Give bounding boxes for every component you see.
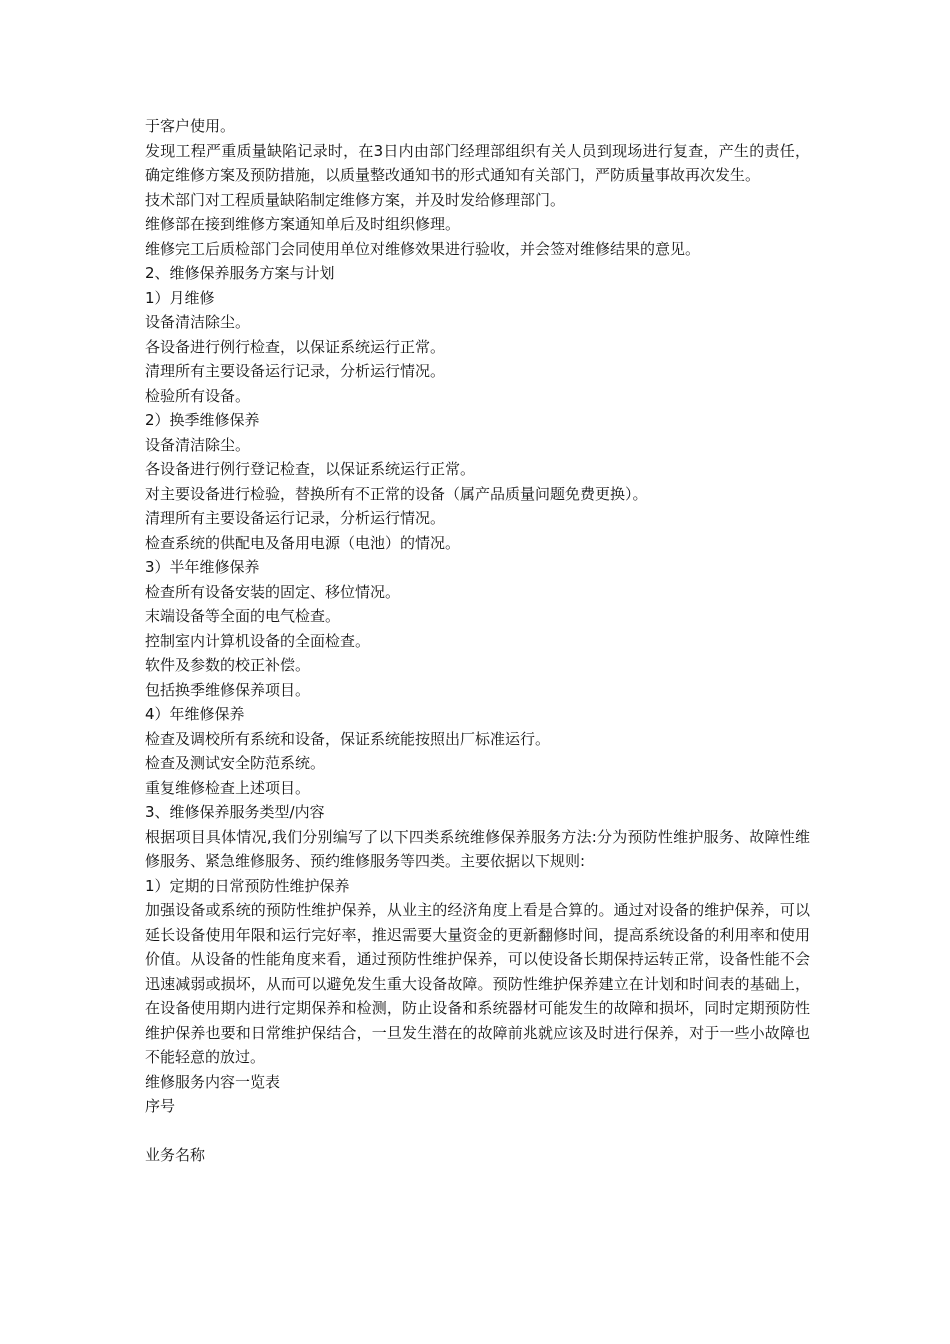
subsection-heading: 1）定期的日常预防性维护保养 — [145, 876, 350, 895]
list-item: 控制室内计算机设备的全面检查。 — [145, 631, 371, 650]
section-heading: 3、维修保养服务类型/内容 — [145, 803, 325, 821]
list-item: 清理所有主要设备运行记录，分析运行情况。 — [145, 509, 446, 527]
subsection-heading: 4）年维修保养 — [145, 705, 245, 723]
list-item: 各设备进行例行检查，以保证系统运行正常。 — [145, 337, 446, 356]
paragraph: 加强设备或系统的预防性维护保养，从业主的经济角度上看是合算的。通过对设备的维护保养，可以延长设备使用年限和运行完好率，推迟需要大量资金的更新翻修时间，提高系统设备的利用率和使用价值。从设备的性能角度来看，通过预防性维护保养，可以使设备长期保持运转正常，设备性能不会迅速减弱或损坏，从而可以避免发生重大设备故障。预防性维护保养建立在计划和时间表的基础上，在设备使用期内进行定期保养和检测，防止设备和系统器材可能发生的故障和损坏，同时定期预防性维护保养也要和日常维护保结合，一旦发生潜在的故障前兆就应该及时进行保养，对于一些小故障也不能轻意的放过。 — [145, 901, 810, 1066]
paragraph: 根据项目具体情况,我们分别编写了以下四类系统维修保养服务方法:分为预防性维护服务、故障性维修服务、紧急维修服务、预约维修服务等四类。主要依据以下规则: — [145, 827, 810, 870]
list-item: 清理所有主要设备运行记录，分析运行情况。 — [145, 362, 446, 380]
paragraph: 维修部在接到维修方案通知单后及时组织修理。 — [145, 215, 461, 233]
paragraph: 技术部门对工程质量缺陷制定维修方案，并及时发给修理部门。 — [145, 190, 566, 209]
list-item: 各设备进行例行登记检查，以保证系统运行正常。 — [145, 460, 476, 478]
subsection-heading: 3）半年维修保养 — [145, 558, 260, 576]
document-body — [145, 114, 810, 1168]
blank-line — [145, 1119, 810, 1144]
list-item: 末端设备等全面的电气检查。 — [145, 607, 341, 625]
table-title: 维修服务内容一览表 — [145, 1072, 281, 1091]
list-item: 软件及参数的校正补偿。 — [145, 656, 311, 674]
list-item: 检查系统的供配电及备用电源（电池）的情况。 — [145, 533, 461, 552]
list-item: 检查所有设备安装的固定、移位情况。 — [145, 582, 401, 601]
subsection-heading: 1）月维修 — [145, 288, 215, 307]
list-item: 对主要设备进行检验，替换所有不正常的设备（属产品质量问题免费更换）。 — [145, 484, 648, 503]
paragraph: 发现工程严重质量缺陷记录时，在3日内由部门经理部组织有关人员到现场进行复查，产生的责任，确定维修方案及预防措施，以质量整改通知书的形式通知有关部门，严防质量事故再次发生。 — [145, 141, 810, 184]
list-item: 检查及测试安全防范系统。 — [145, 754, 326, 772]
list-item: 重复维修检查上述项目。 — [145, 778, 311, 797]
paragraph: 维修完工后质检部门会同使用单位对维修效果进行验收，并会签对维修结果的意见。 — [145, 239, 701, 258]
paragraph: 于客户使用。 — [145, 117, 236, 135]
list-item: 设备清洁除尘。 — [145, 435, 251, 454]
list-item: 设备清洁除尘。 — [145, 313, 251, 331]
list-item: 检查及调校所有系统和设备，保证系统能按照出厂标准运行。 — [145, 729, 551, 748]
list-item: 检验所有设备。 — [145, 386, 251, 405]
table-header-cell: 序号 — [145, 1097, 176, 1115]
subsection-heading: 2）换季维修保养 — [145, 411, 260, 429]
section-heading: 2、维修保养服务方案与计划 — [145, 264, 335, 282]
table-header-cell: 业务名称 — [145, 1146, 206, 1164]
list-item: 包括换季维修保养项目。 — [145, 680, 311, 699]
